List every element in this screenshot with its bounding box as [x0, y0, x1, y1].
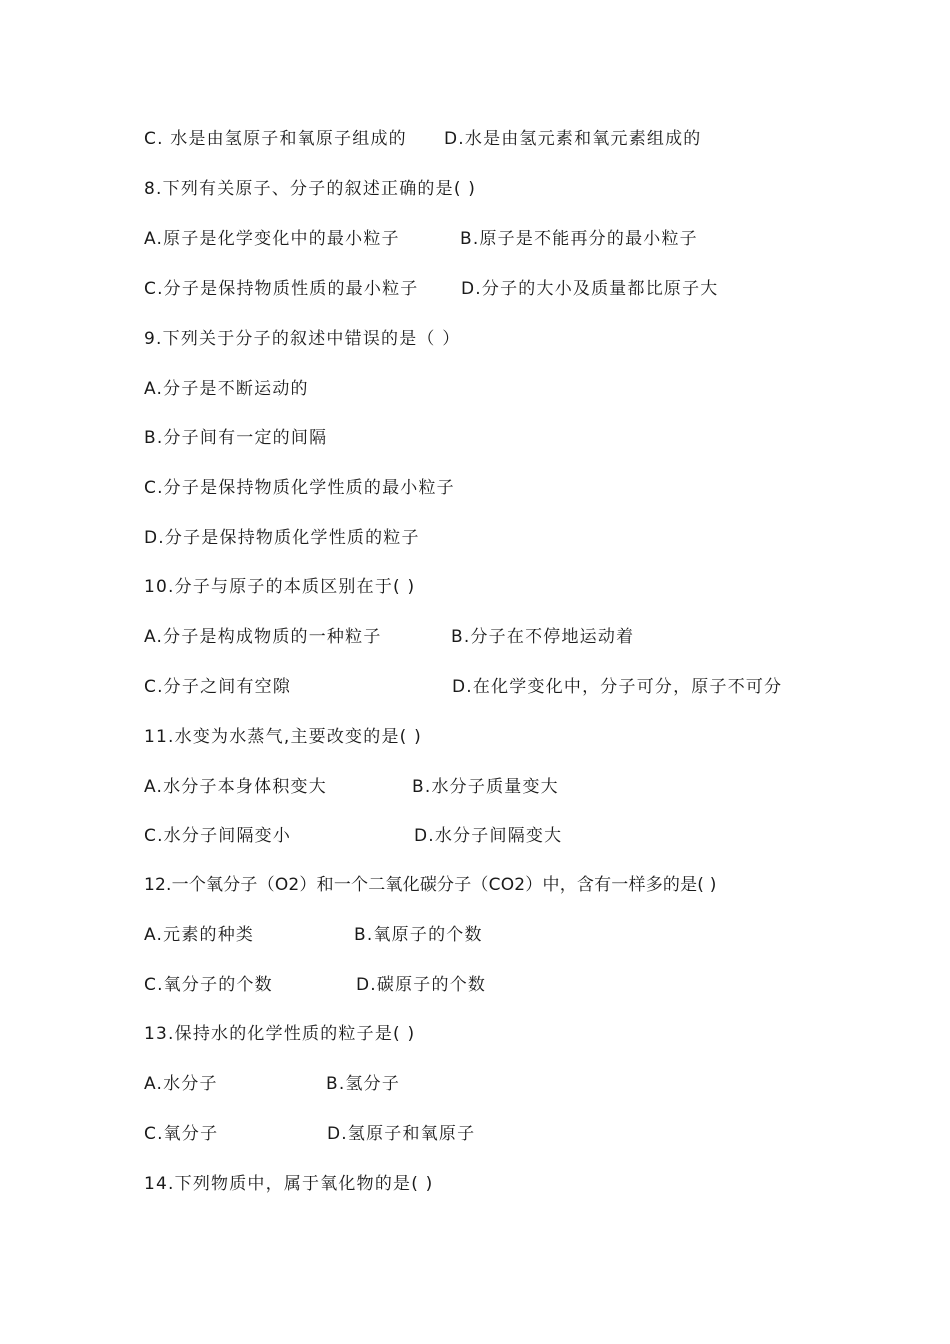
- option-d: D.氢原子和氧原子: [327, 1124, 476, 1144]
- option-c: C.氧分子的个数: [144, 975, 273, 995]
- option-a: A.分子是构成物质的一种粒子: [144, 627, 382, 647]
- option-a: A.原子是化学变化中的最小粒子: [144, 229, 400, 249]
- option-d: D.在化学变化中，分子可分，原子不可分: [452, 677, 783, 697]
- option-a: A.水分子本身体积变大: [144, 777, 327, 797]
- question-text: 9.下列关于分子的叙述中错误的是（ ）: [144, 329, 461, 349]
- option-c: C.分子是保持物质性质的最小粒子: [144, 279, 419, 299]
- option-c: C.氧分子: [144, 1124, 219, 1144]
- question-text: 8.下列有关原子、分子的叙述正确的是( ): [144, 179, 477, 199]
- option-c: C.分子之间有空隙: [144, 677, 292, 697]
- option-b: B.原子是不能再分的最小粒子: [460, 229, 698, 249]
- option-a: A.分子是不断运动的: [144, 379, 309, 399]
- option-a: A.元素的种类: [144, 925, 255, 945]
- question-text: 11.水变为水蒸气,主要改变的是( ): [144, 727, 422, 747]
- option-c: C.水分子间隔变小: [144, 826, 292, 846]
- option-d: D.分子是保持物质化学性质的粒子: [144, 528, 420, 548]
- question-text: 13.保持水的化学性质的粒子是( ): [144, 1024, 416, 1044]
- question-text: 12.一个氧分子（O2）和一个二氧化碳分子（CO2）中，含有一样多的是( ): [144, 875, 717, 895]
- option-d: D.分子的大小及质量都比原子大: [461, 279, 719, 299]
- option-c: C.分子是保持物质化学性质的最小粒子: [144, 478, 455, 498]
- question-text: 14.下列物质中，属于氧化物的是( ): [144, 1174, 434, 1194]
- option-b: B.氧原子的个数: [354, 925, 483, 945]
- option-d: D.水是由氢元素和氧元素组成的: [444, 129, 702, 149]
- question-text: 10.分子与原子的本质区别在于( ): [144, 577, 416, 597]
- option-b: B.氢分子: [326, 1074, 401, 1094]
- option-c: C. 水是由氢原子和氧原子组成的: [144, 129, 407, 149]
- option-d: D.水分子间隔变大: [414, 826, 563, 846]
- option-d: D.碳原子的个数: [356, 975, 487, 995]
- option-a: A.水分子: [144, 1074, 218, 1094]
- option-b: B.分子在不停地运动着: [451, 627, 635, 647]
- option-b: B.分子间有一定的间隔: [144, 428, 328, 448]
- option-b: B.水分子质量变大: [412, 777, 559, 797]
